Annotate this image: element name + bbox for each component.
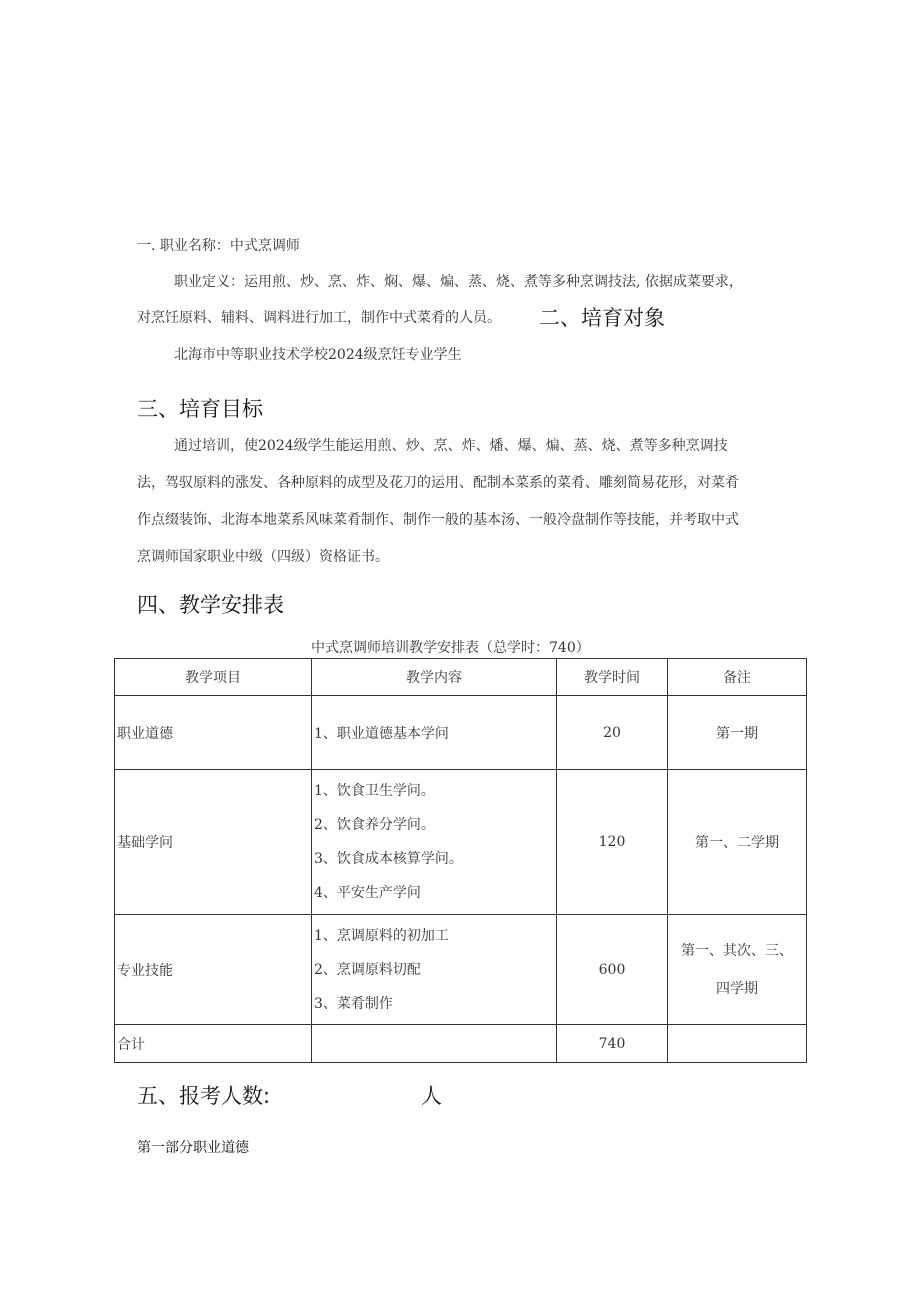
section2-heading: 二、培育对象 xyxy=(539,306,665,330)
header-cell: 备注 xyxy=(668,659,807,696)
table-caption: 中式烹调师培训教学安排表（总学时：740） xyxy=(311,640,590,656)
part1-title: 第一部分职业道德 xyxy=(137,1140,249,1156)
section3-heading: 三、培育目标 xyxy=(137,397,263,421)
section3-line: 烹调师国家职业中级（四级）资格证书。 xyxy=(137,549,389,565)
content-cell xyxy=(312,696,557,770)
section5-heading: 五、报考人数: xyxy=(137,1084,271,1108)
content-line: 1、烹调原料的初加工 xyxy=(314,927,449,944)
project-cell: 职业道德 xyxy=(115,696,312,770)
table-header-row xyxy=(115,659,807,696)
section3-line: 法，驾驭原料的涨发、各种原料的成型及花刀的运用、配制本菜系的菜肴、雕刻简易花形，对菜肴 xyxy=(137,475,739,491)
content-line: 2、饮食养分学问。 xyxy=(314,817,435,833)
note-cell xyxy=(668,915,807,1025)
total-hours-cell: 740 xyxy=(557,1025,668,1063)
table-row xyxy=(115,915,807,1025)
schedule-table xyxy=(114,658,807,1063)
content-line: 4、平安生产学问 xyxy=(314,885,421,901)
note-line: 第一、二学期 xyxy=(695,835,779,851)
total-content-cell xyxy=(312,1025,557,1063)
section5-unit: 人 xyxy=(421,1084,442,1108)
note-line: 第一期 xyxy=(716,725,758,742)
header-cell: 教学时间 xyxy=(557,659,668,696)
hours-cell: 600 xyxy=(557,915,668,1025)
project-cell: 基础学问 xyxy=(115,770,312,915)
content-cell xyxy=(312,770,557,915)
table-total-row xyxy=(115,1025,807,1063)
section1-title: 一. 职业名称：中式烹调师 xyxy=(137,238,300,254)
hours-cell: 120 xyxy=(557,770,668,915)
total-label-cell: 合计 xyxy=(115,1025,312,1063)
section3-line: 作点缀装饰、北海本地菜系风味菜肴制作、制作一般的基本汤、一般冷盘制作等技能，并考取中式 xyxy=(137,512,739,528)
header-cell: 教学内容 xyxy=(312,659,557,696)
section4-heading: 四、教学安排表 xyxy=(137,593,284,617)
section3-line: 通过培训，使2024级学生能运用煎、炒、烹、炸、燔、爆、煸、蒸、烧、煮等多种烹调技 xyxy=(174,438,728,454)
section2-text: 北海市中等职业技术学校2024级烹饪专业学生 xyxy=(174,347,462,363)
content-line: 1、饮食卫生学问。 xyxy=(314,783,435,799)
note-line: 四学期 xyxy=(716,980,758,997)
total-note-cell xyxy=(668,1025,807,1063)
content-cell xyxy=(312,915,557,1025)
hours-cell: 20 xyxy=(557,696,668,770)
content-line: 3、菜肴制作 xyxy=(314,995,393,1012)
header-cell: 教学项目 xyxy=(115,659,312,696)
note-cell xyxy=(668,770,807,915)
note-line: 第一、其次、三、 xyxy=(681,942,793,959)
section1-definition-line2: 对烹饪原料、辅料、调料进行加工，制作中式菜肴的人员。 xyxy=(137,310,501,326)
project-cell: 专业技能 xyxy=(115,915,312,1025)
content-line: 3、饮食成本核算学问。 xyxy=(314,851,463,867)
table-row xyxy=(115,696,807,770)
content-line: 2、烹调原料切配 xyxy=(314,961,421,978)
section1-definition-line1: 职业定义：运用煎、炒、烹、炸、焖、爆、煸、蒸、烧、煮等多种烹调技法, 依据成菜要求， xyxy=(174,274,743,290)
note-cell xyxy=(668,696,807,770)
table-row xyxy=(115,770,807,915)
content-line: 1、职业道德基本学问 xyxy=(314,725,449,742)
